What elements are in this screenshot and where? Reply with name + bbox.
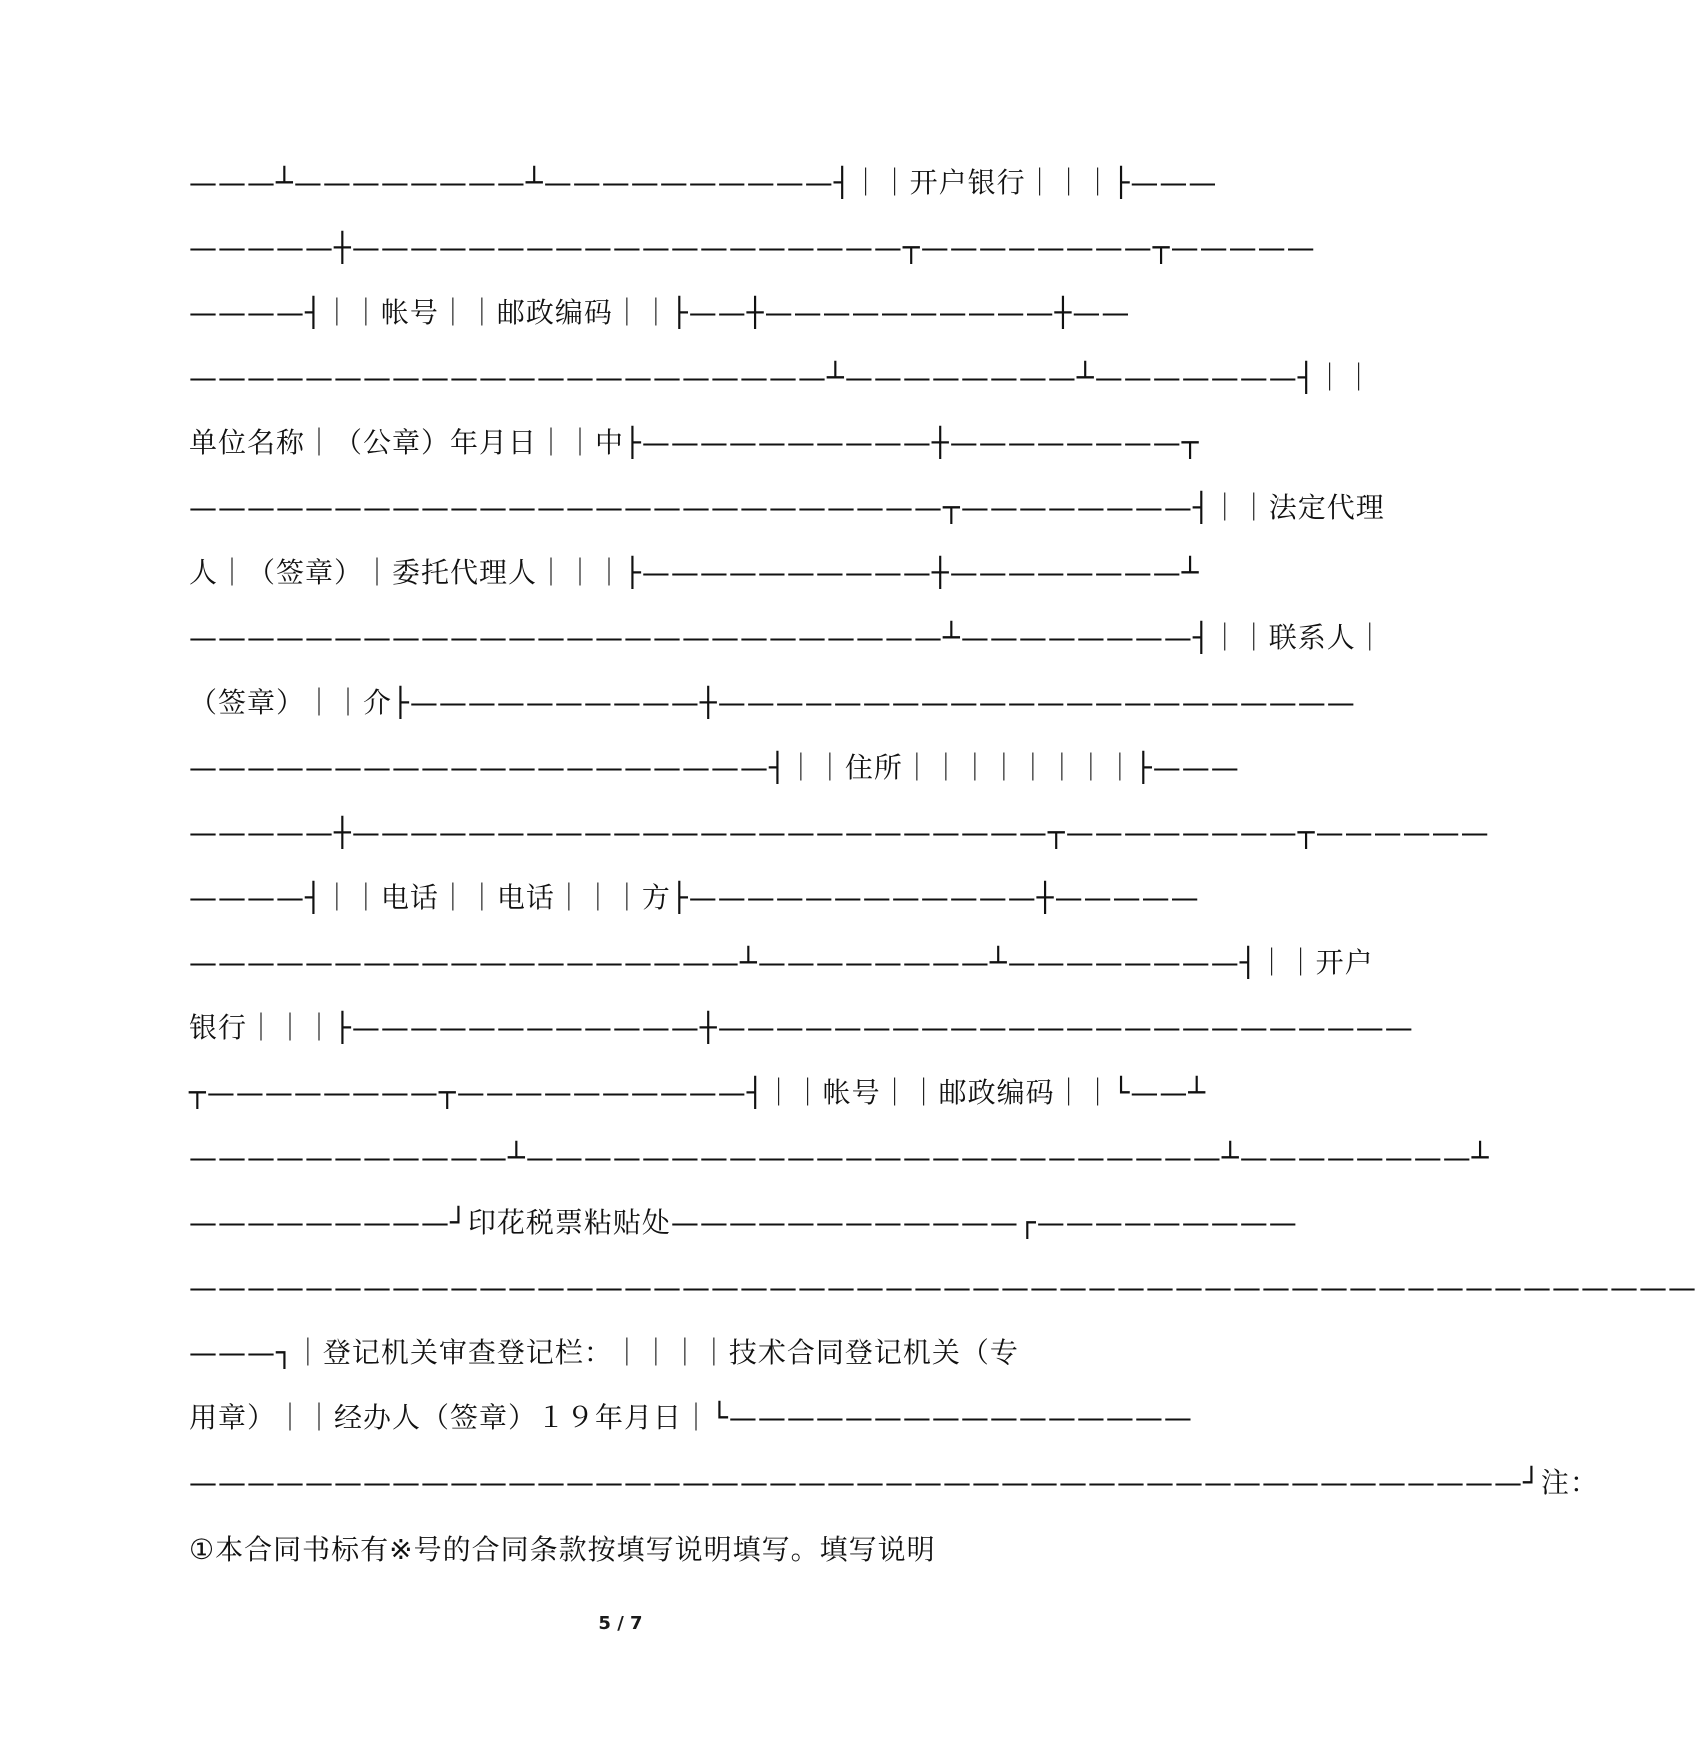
form-table-line: 银行｜｜｜├————————————┼———————————————————————— — [189, 1011, 1414, 1044]
form-table-line: —————┼————————————————————————┬————————┬—————— — [189, 816, 1490, 849]
form-table-line: ———┐｜登记机关审查登记栏：｜｜｜｜技术合同登记机关（专 — [189, 1336, 1019, 1369]
form-table-line: ———┴————————┴——————————┤｜｜开户银行｜｜｜├——— — [189, 166, 1218, 199]
form-table-line: ————┤｜｜帐号｜｜邮政编码｜｜├——┼——————————┼—— — [189, 296, 1131, 329]
form-table-line: ———————————————————┴————————┴————————┤｜｜开户 — [189, 946, 1374, 979]
contract-form-body — [189, 150, 1697, 1582]
form-table-line: ——————————————————————————————————————————————┘注： — [189, 1466, 1599, 1499]
form-table-line: 用章）｜｜经办人（签章）１９年月日｜└———————————————— — [189, 1401, 1193, 1434]
form-table-line: ——————————————————————┴————————┴———————┤｜｜ — [189, 361, 1374, 394]
form-table-line: ————┤｜｜电话｜｜电话｜｜｜方├————————————┼————— — [189, 881, 1200, 914]
form-table-line: ————————————————————┤｜｜住所｜｜｜｜｜｜｜｜├——— — [189, 751, 1240, 784]
form-table-line: ——————————————————————————┬————————┤｜｜法定代理 — [189, 491, 1385, 524]
form-table-line: —————┼———————————————————┬————————┬————— — [189, 231, 1316, 264]
note-paragraph: ①本合同书标有※号的合同条款按填写说明填写。填写说明 — [189, 1533, 936, 1566]
form-table-line: —————————┘印花税票粘贴处————————————┌————————— — [189, 1206, 1298, 1239]
form-table-line: 单位名称｜（公章）年月日｜｜中├——————————┼————————┬ — [189, 426, 1200, 459]
form-table-line: 人｜（签章）｜委托代理人｜｜｜├——————————┼————————┴ — [189, 556, 1200, 589]
form-table-line: ——————————————————————————┴————————┤｜｜联系人｜ — [189, 621, 1385, 654]
form-table-line: ┬————————┬——————————┤｜｜帐号｜｜邮政编码｜｜└——┴ — [189, 1076, 1207, 1109]
form-table-line: （签章）｜｜介├——————————┼—————————————————————— — [189, 686, 1356, 719]
form-table-line: ———————————————————————————————————————————————————— — [189, 1271, 1697, 1304]
form-table-line: ———————————┴————————————————————————┴————————┴ — [189, 1141, 1490, 1174]
page-number: 5 / 7 — [598, 1613, 643, 1634]
